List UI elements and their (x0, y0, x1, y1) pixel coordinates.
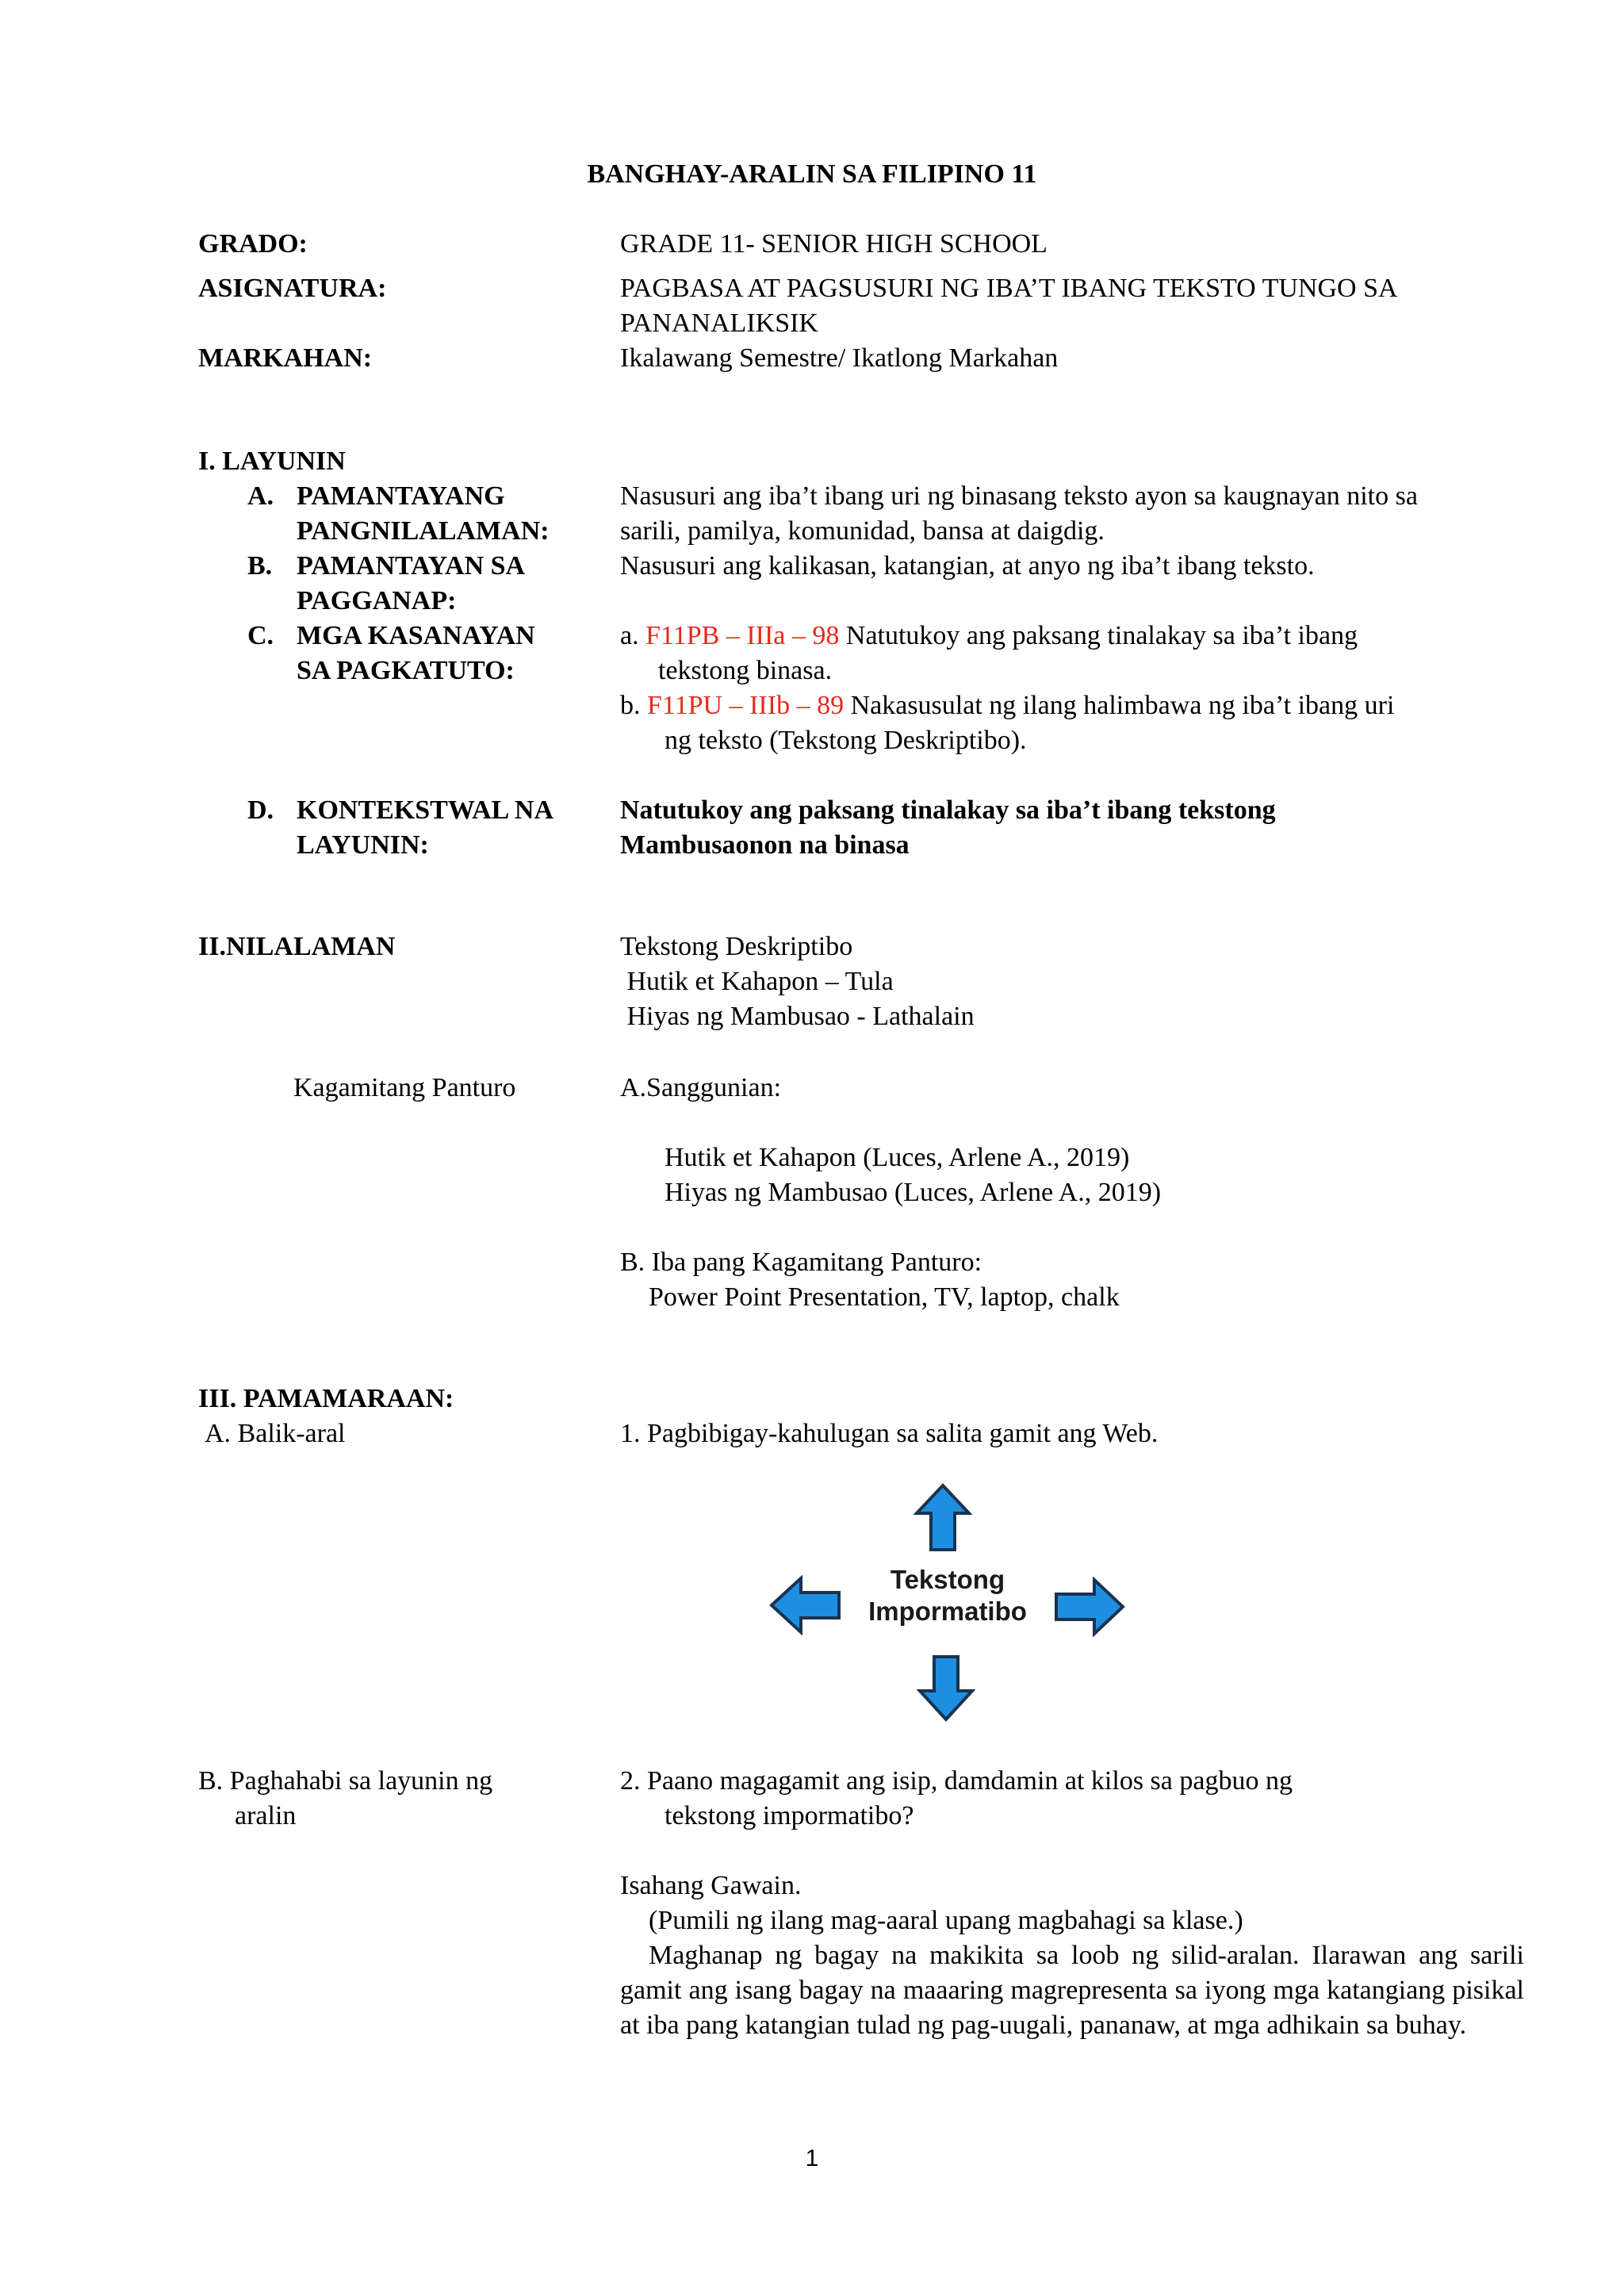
grado-label: GRADO: (198, 229, 308, 259)
layunin-b-letter: B. (247, 551, 273, 581)
nilalaman-heading: II.NILALAMAN (198, 932, 396, 961)
question-2-line-2: tekstong impormatibo? (665, 1801, 914, 1830)
reference-1: Hutik et Kahapon (Luces, Arlene A., 2019) (665, 1143, 1130, 1172)
competency-a-code: F11PB – IIIa – 98 (645, 621, 840, 650)
asignatura-value-line-2: PANANALIKSIK (620, 309, 818, 338)
layunin-d-text-1: Natutukoy ang paksang tinalakay sa iba’t ibang tekstong (620, 795, 1276, 825)
competency-a-line-2: tekstong binasa. (658, 656, 833, 685)
layunin-a-text-1: Nasusuri ang iba’t ibang uri ng binasang teksto ayon sa kaugnayan nito sa (620, 481, 1418, 511)
markahan-value: Ikalawang Semestre/ Ikatlong Markahan (620, 343, 1059, 373)
word-web-diagram (761, 1475, 1134, 1721)
isahang-gawain-label: Isahang Gawain. (620, 1871, 802, 1900)
diagram-center-label (761, 1564, 1134, 1627)
layunin-d-label-1: KONTEKSTWAL NA (297, 795, 554, 825)
question-2-line-1: 2. Paano magagamit ang isip, damdamin at kilos sa pagbuo ng (620, 1766, 1293, 1796)
competency-a-prefix: a. (620, 621, 639, 650)
layunin-d-label-2: LAYUNIN: (297, 830, 429, 860)
iba-pang-kagamitan-value: Power Point Presentation, TV, laptop, chalk (649, 1282, 1120, 1312)
diagram-label-line-1: Tekstong (890, 1565, 1005, 1594)
layunin-d-letter: D. (247, 795, 274, 825)
asignatura-value-line-1: PAGBASA AT PAGSUSURI NG IBA’T IBANG TEKSTO TUNGO SA (620, 274, 1398, 303)
paghahabi-label-2: aralin (235, 1801, 297, 1830)
competency-b-line-2: ng teksto (Tekstong Deskriptibo). (665, 726, 1027, 755)
layunin-b-label-2: PAGGANAP: (297, 586, 457, 615)
layunin-d-text-2: Mambusaonon na binasa (620, 830, 910, 860)
competency-a-text: Natutukoy ang paksang tinalakay sa iba’t ibang (845, 621, 1358, 650)
reference-2: Hiyas ng Mambusao (Luces, Arlene A., 2019) (665, 1178, 1162, 1207)
layunin-heading: I. LAYUNIN (198, 447, 346, 476)
balik-aral-label: A. Balik-aral (205, 1419, 346, 1448)
nilalaman-line-1: Tekstong Deskriptibo (620, 932, 853, 961)
page-number: 1 (805, 2145, 819, 2171)
layunin-c-letter: C. (247, 621, 274, 650)
document-title: BANGHAY-ARALIN SA FILIPINO 11 (587, 159, 1037, 189)
competency-a-line-1 (620, 619, 1358, 654)
maghanap-paragraph (620, 1938, 1524, 2043)
competency-b-text: Nakasusulat ng ilang halimbawa ng iba’t ibang uri (850, 691, 1395, 720)
competency-b-line-1 (620, 688, 1394, 723)
pumili-instruction: (Pumili ng ilang mag-aaral upang magbahagi sa klase.) (649, 1906, 1243, 1935)
layunin-b-label-1: PAMANTAYAN SA (297, 551, 526, 581)
competency-b-code: F11PU – IIIb – 89 (647, 691, 845, 720)
sanggunian-label: A.Sanggunian: (620, 1073, 782, 1102)
down-arrow-icon (917, 1654, 975, 1723)
layunin-c-label-1: MGA KASANAYAN (297, 621, 535, 650)
up-arrow-icon (914, 1483, 972, 1553)
pamamaraan-heading: III. PAMAMARAAN: (198, 1384, 454, 1413)
layunin-a-letter: A. (247, 481, 274, 511)
layunin-a-text-2: sarili, pamilya, komunidad, bansa at daigdig. (620, 516, 1105, 546)
layunin-a-label-1: PAMANTAYANG (297, 481, 505, 511)
markahan-label: MARKAHAN: (198, 343, 373, 373)
layunin-b-text: Nasusuri ang kalikasan, katangian, at anyo ng iba’t ibang teksto. (620, 551, 1315, 581)
balik-aral-text: 1. Pagbibigay-kahulugan sa salita gamit ang Web. (620, 1419, 1159, 1448)
nilalaman-line-3: Hiyas ng Mambusao - Lathalain (620, 1002, 975, 1031)
kagamitang-panturo-label: Kagamitang Panturo (293, 1073, 516, 1102)
layunin-a-label-2: PANGNILALAMAN: (297, 516, 550, 546)
layunin-c-label-2: SA PAGKATUTO: (297, 656, 515, 685)
nilalaman-line-2: Hutik et Kahapon – Tula (620, 967, 894, 996)
competency-b-prefix: b. (620, 691, 641, 720)
maghanap-text: Maghanap ng bagay na makikita sa loob ng silid-aralan. Ilarawan ang sarili gamit ang isang bagay na maaaring magrepresenta sa iyong mga katangiang pisikal at iba pang katangian tulad ng pag-uugali, pananaw, at mga adhikain sa buhay. (620, 1941, 1524, 2040)
grado-value: GRADE 11- SENIOR HIGH SCHOOL (620, 229, 1048, 259)
asignatura-label: ASIGNATURA: (198, 274, 387, 303)
diagram-label-line-2: Impormatibo (868, 1596, 1027, 1626)
paghahabi-label-1: B. Paghahabi sa layunin ng (198, 1766, 493, 1796)
iba-pang-kagamitan-label: B. Iba pang Kagamitang Panturo: (620, 1248, 982, 1277)
